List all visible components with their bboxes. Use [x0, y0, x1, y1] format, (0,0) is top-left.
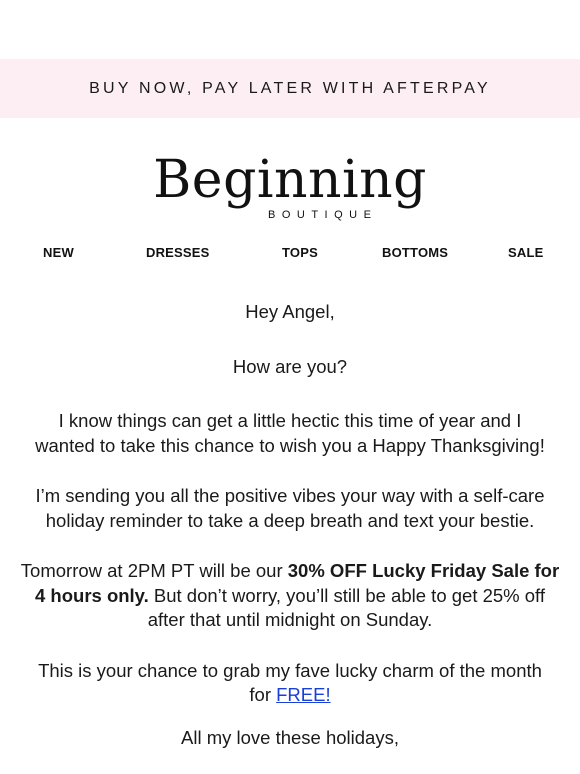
nav-item-dresses[interactable]: DRESSES [146, 245, 210, 260]
paragraph-vibes: I’m sending you all the positive vibes your way with a self-care holiday reminder to take a deep breath and text your bestie. [35, 485, 545, 531]
brand-logo[interactable] [0, 118, 580, 236]
nav-item-tops[interactable]: TOPS [282, 245, 318, 260]
nav-item-sale[interactable]: SALE [508, 245, 544, 260]
signoff: All my love these holidays, [181, 726, 399, 748]
logo-wordmark: Beginning [153, 150, 427, 210]
paragraph-sale: Tomorrow at 2PM PT will be our 30% OFF Lucky Friday Sale for 4 hours only. But don’t worry, you’ll still be able to get 25% off after that until midnight on Sunday. [20, 560, 560, 630]
nav-item-bottoms[interactable]: BOTTOMS [382, 245, 449, 260]
paragraph-charm: This is your chance to grab my fave lucky charm of the month for FREE! [38, 659, 542, 705]
nav-item-new[interactable]: NEW [43, 245, 74, 260]
banner-text: BUY NOW, PAY LATER WITH AFTERPAY [89, 79, 491, 97]
top-spacer [0, 0, 580, 59]
question: How are you? [232, 355, 348, 377]
paragraph-thanksgiving: I know things can get a little hectic this time of year and I wanted to take this chance to wish you a Happy Thanksgiving! [35, 410, 545, 456]
afterpay-banner[interactable] [0, 59, 580, 118]
greeting: Hey Angel, [245, 301, 335, 322]
free-charm-link[interactable]: FREE! [276, 684, 331, 705]
main-nav [0, 236, 580, 270]
sale-duration: 4 hours only. [34, 584, 149, 606]
email-body [0, 300, 580, 750]
sale-highlight: 30% OFF Lucky Friday Sale for [287, 560, 560, 581]
logo-subtitle: BOUTIQUE [268, 209, 378, 221]
